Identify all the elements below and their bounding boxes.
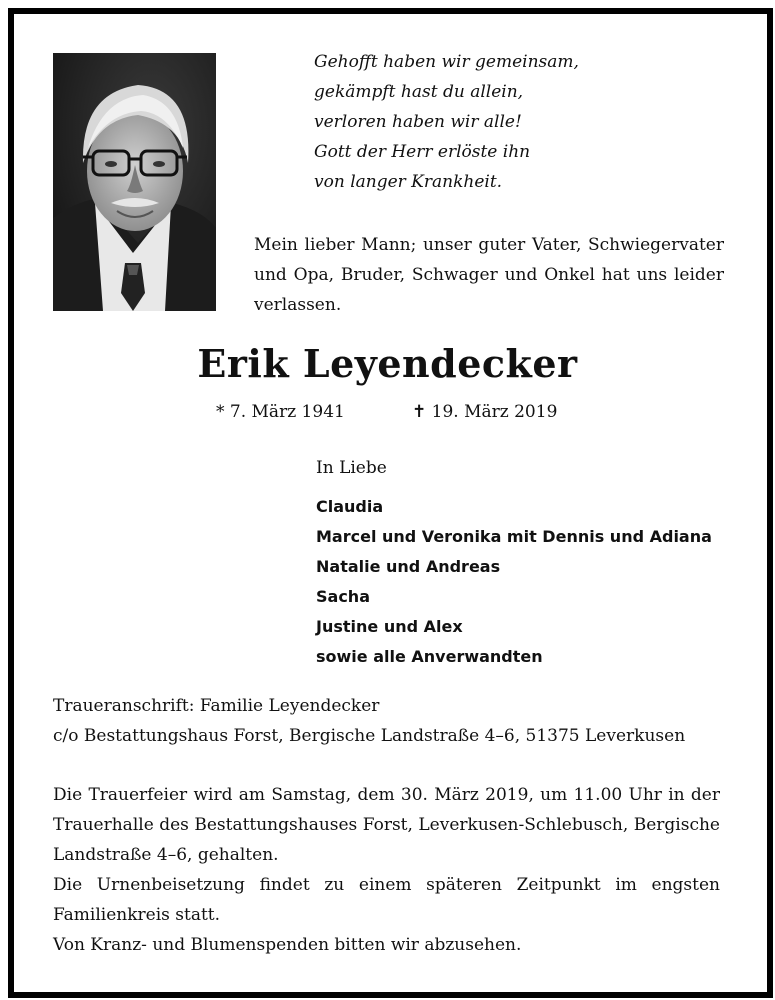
birth-date: * 7. März 1941	[216, 402, 345, 422]
family-member: sowie alle Anverwandten	[316, 647, 543, 666]
poem-line: Gehofft haben wir gemeinsam,	[314, 52, 579, 72]
family-member: Natalie und Andreas	[316, 557, 501, 576]
in-liebe-label: In Liebe	[316, 458, 387, 478]
portrait-photo	[53, 53, 216, 311]
poem	[314, 47, 579, 197]
family-list	[316, 492, 712, 672]
family-member: Sacha	[316, 587, 370, 606]
deceased-name: Erik Leyendecker	[197, 341, 578, 386]
poem-line: Gott der Herr erlöste ihn	[314, 142, 531, 162]
funeral-notice	[53, 780, 720, 960]
mourning-address	[53, 691, 685, 751]
intro-text: Mein lieber Mann; unser guter Vater, Schwiegervater und Opa, Bruder, Schwager und Onkel hat uns leider verlassen.	[254, 235, 724, 315]
poem-line: verloren haben wir alle!	[314, 112, 522, 132]
address-line: c/o Bestattungshaus Forst, Bergische Landstraße 4–6, 51375 Leverkusen	[53, 726, 686, 746]
notice-paragraph: Von Kranz- und Blumenspenden bitten wir abzusehen.	[53, 935, 522, 955]
family-member: Marcel und Veronika mit Dennis und Adiana	[316, 527, 712, 546]
death-date: ✝ 19. März 2019	[412, 402, 558, 422]
family-member: Claudia	[316, 497, 384, 516]
poem-line: von langer Krankheit.	[314, 172, 503, 192]
poem-line: gekämpft hast du allein,	[314, 82, 524, 102]
family-member: Justine und Alex	[316, 617, 463, 636]
notice-paragraph: Die Trauerfeier wird am Samstag, dem 30. März 2019, um 11.00 Uhr in der Trauerhalle des Bestattungshauses Forst, Leverkusen-Schlebusch, Bergische Landstraße 4–6, gehalten.	[53, 785, 720, 865]
address-line: Traueranschrift: Familie Leyendecker	[53, 696, 380, 716]
notice-paragraph: Die Urnenbeisetzung findet zu einem späteren Zeitpunkt im engsten Familienkreis statt.	[53, 875, 720, 925]
